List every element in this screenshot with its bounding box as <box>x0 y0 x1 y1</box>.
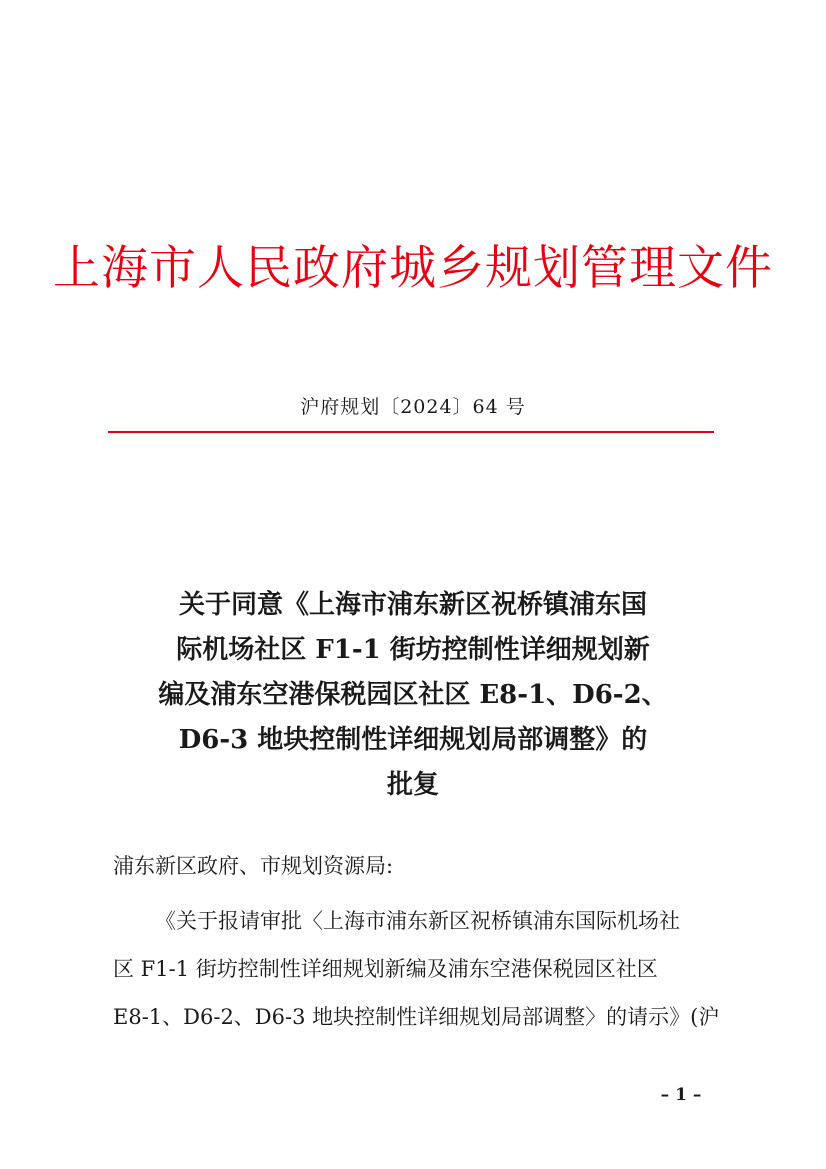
title-line: 关于同意《上海市浦东新区祝桥镇浦东国 <box>178 590 647 620</box>
title-line: 际机场社区 F1-1 街坊控制性详细规划新 <box>176 635 650 665</box>
document-title <box>118 583 708 808</box>
body-paragraph <box>113 897 720 1041</box>
recipient-line: 浦东新区政府、市规划资源局: <box>113 854 394 878</box>
red-divider-line <box>108 431 714 433</box>
body-line: E8-1、D6-2、D6-3 地块控制性详细规划局部调整〉的请示》(沪 <box>113 1005 720 1029</box>
body-line: 区 F1-1 街坊控制性详细规划新编及浦东空港保税园区社区 <box>113 957 658 981</box>
title-line: D6-3 地块控制性详细规划局部调整》的 <box>178 725 648 755</box>
page-number: – 1 – <box>660 1085 702 1105</box>
document-number: 沪府规划〔2024〕64 号 <box>300 396 526 418</box>
title-line: 编及浦东空港保税园区社区 E8-1、D6-2、 <box>158 680 668 710</box>
body-line: 《关于报请审批〈上海市浦东新区祝桥镇浦东国际机场社 <box>155 909 680 933</box>
title-line: 批复 <box>386 770 439 800</box>
masthead-title: 上海市人民政府城乡规划管理文件 <box>53 241 773 296</box>
